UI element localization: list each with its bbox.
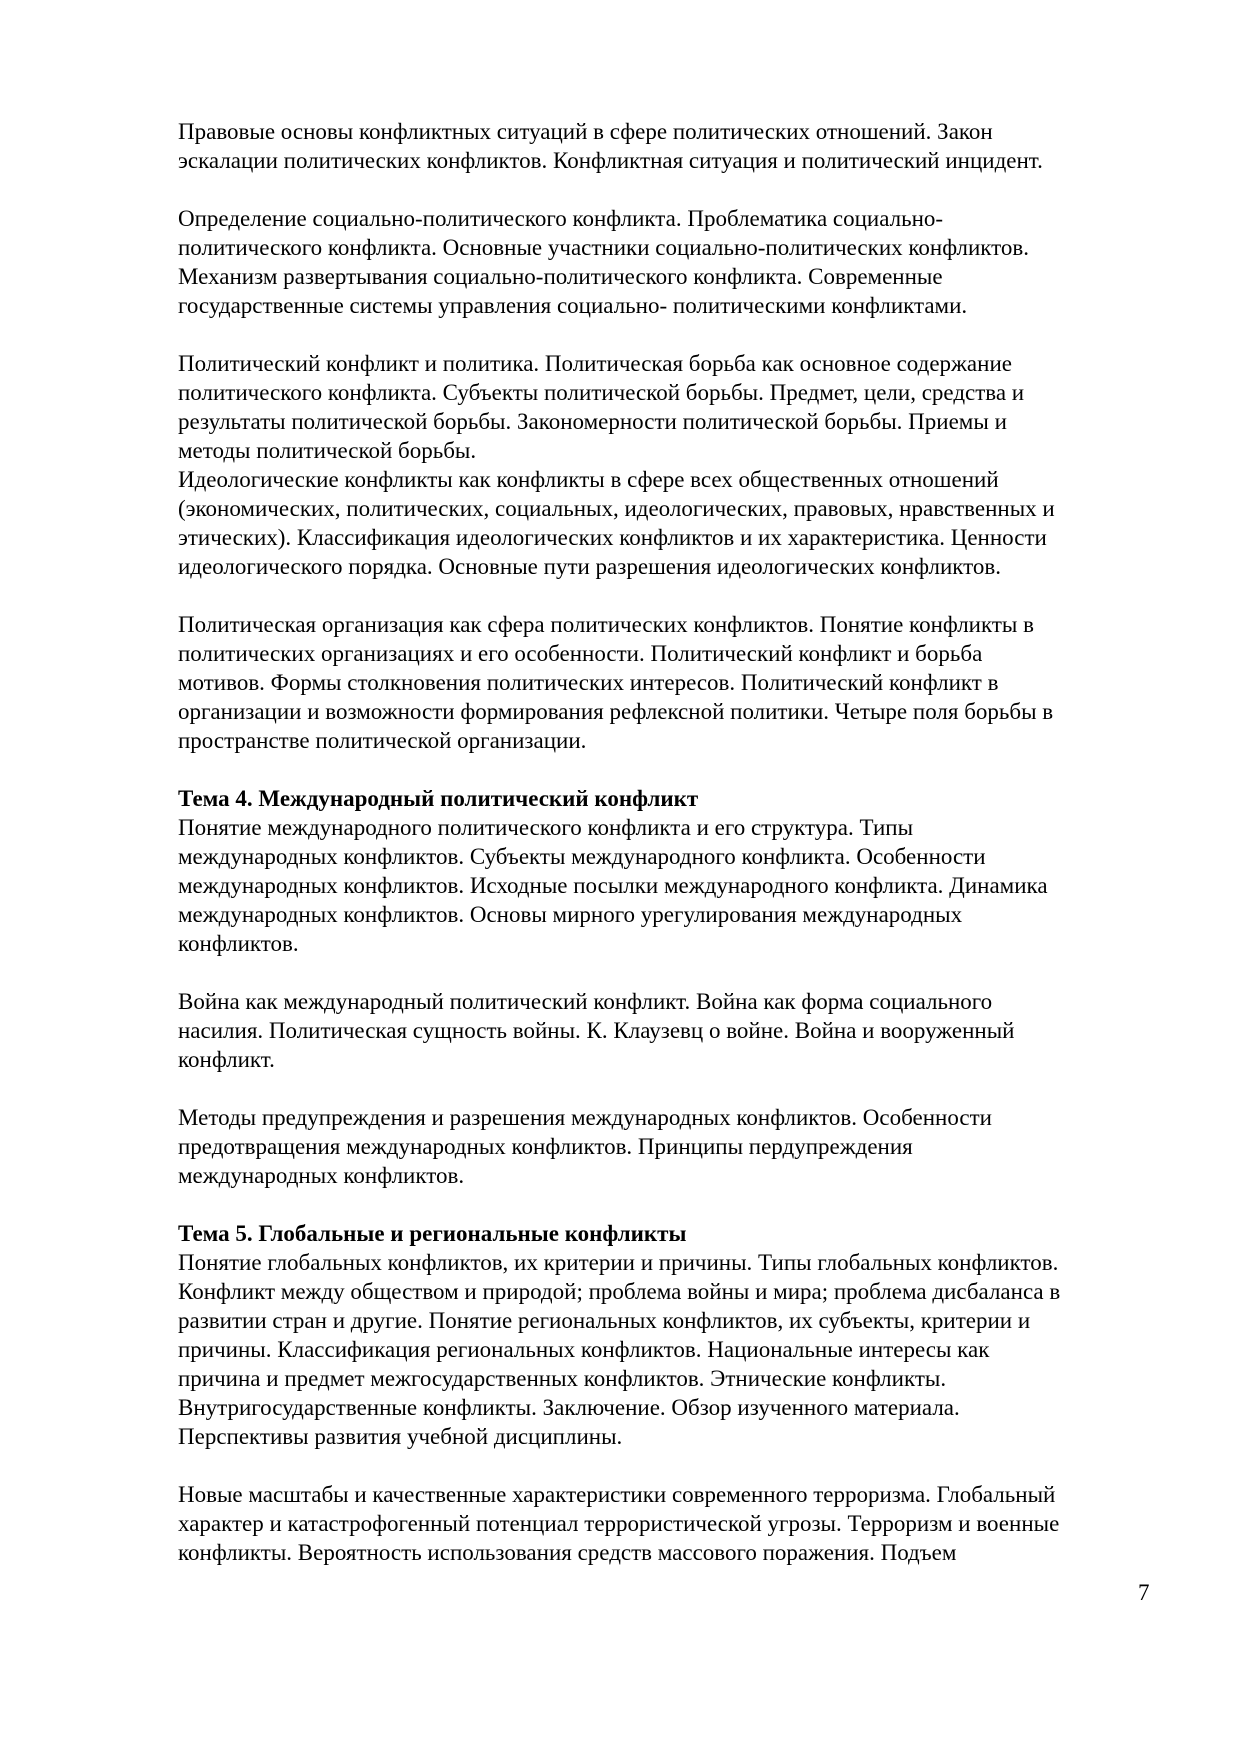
text-line: конфликтов. (178, 931, 299, 956)
page-number: 7 (1138, 1580, 1150, 1605)
text-line: политического конфликта. Субъекты политической борьбы. Предмет, цели, средства и (178, 380, 1025, 405)
text-line: государственные системы управления социально- политическими конфликтами. (178, 293, 968, 318)
text-line: характер и катастрофогенный потенциал террористической угрозы. Терроризм и военные (178, 1511, 1060, 1536)
text-line: Понятие международного политического конфликта и его структура. Типы (178, 815, 914, 840)
paragraph (178, 987, 1158, 1074)
text-line: причины. Классификация региональных конфликтов. Национальные интересы как (178, 1337, 990, 1362)
text-line: эскалации политических конфликтов. Конфликтная ситуация и политический инцидент. (178, 148, 1043, 173)
text-line: причина и предмет межгосударственных конфликтов. Этнические конфликты. (178, 1366, 947, 1391)
text-line: международных конфликтов. Субъекты международного конфликта. Особенности (178, 844, 986, 869)
paragraph (178, 1103, 1158, 1190)
text-line: политического конфликта. Основные участники социально-политических конфликтов. (178, 235, 1030, 260)
section-heading (178, 1219, 1158, 1248)
text-line: предотвращения международных конфликтов. Принципы пердупреждения (178, 1134, 913, 1159)
document-body (178, 117, 1158, 1567)
text-line: Внутригосударственные конфликты. Заключение. Обзор изученного материала. (178, 1395, 960, 1420)
text-line: результаты политической борьбы. Закономерности политической борьбы. Приемы и (178, 409, 1007, 434)
text-line: организации и возможности формирования рефлексной политики. Четыре поля борьбы в (178, 699, 1054, 724)
text-line: методы политической борьбы. (178, 438, 477, 463)
paragraph (178, 1248, 1158, 1451)
paragraph (178, 610, 1158, 755)
text-line: международных конфликтов. Исходные посылки международного конфликта. Динамика (178, 873, 1048, 898)
text-line: Понятие глобальных конфликтов, их критерии и причины. Типы глобальных конфликтов. (178, 1250, 1059, 1275)
paragraph (178, 349, 1158, 465)
text-line: Политическая организация как сфера политических конфликтов. Понятие конфликты в (178, 612, 1034, 637)
text-line: Механизм развертывания социально-политического конфликта. Современные (178, 264, 943, 289)
text-line: международных конфликтов. (178, 1163, 465, 1188)
text-line: Новые масштабы и качественные характеристики современного терроризма. Глобальный (178, 1482, 1056, 1507)
text-line: Перспективы развития учебной дисциплины. (178, 1424, 623, 1449)
text-line: Определение социально-политического конфликта. Проблематика социально- (178, 206, 944, 231)
text-line: Конфликт между обществом и природой; проблема войны и мира; проблема дисбаланса в (178, 1279, 1061, 1304)
heading-text: Тема 5. Глобальные и региональные конфликты (178, 1221, 687, 1246)
text-line: международных конфликтов. Основы мирного урегулирования международных (178, 902, 963, 927)
text-line: этических). Классификация идеологических конфликтов и их характеристика. Ценности (178, 525, 1047, 550)
paragraph (178, 813, 1158, 958)
text-line: (экономических, политических, социальных, идеологических, правовых, нравственных и (178, 496, 1055, 521)
text-line: Война как международный политический конфликт. Война как форма социального (178, 989, 993, 1014)
heading-text: Тема 4. Международный политический конфликт (178, 786, 699, 811)
paragraph (178, 465, 1158, 581)
paragraph (178, 204, 1158, 320)
text-line: политических организациях и его особенности. Политический конфликт и борьба (178, 641, 983, 666)
text-line: пространстве политической организации. (178, 728, 587, 753)
text-line: идеологического порядка. Основные пути разрешения идеологических конфликтов. (178, 554, 1002, 579)
text-line: мотивов. Формы столкновения политических интересов. Политический конфликт в (178, 670, 999, 695)
text-line: Политический конфликт и политика. Политическая борьба как основное содержание (178, 351, 1012, 376)
text-line: Методы предупреждения и разрешения международных конфликтов. Особенности (178, 1105, 992, 1130)
text-line: конфликты. Вероятность использования средств массового поражения. Подъем (178, 1540, 957, 1565)
text-line: насилия. Политическая сущность войны. К. Клаузевц о войне. Война и вооруженный (178, 1018, 1015, 1043)
text-line: развитии стран и другие. Понятие региональных конфликтов, их субъекты, критерии и (178, 1308, 1031, 1333)
text-line: конфликт. (178, 1047, 275, 1072)
paragraph (178, 1480, 1158, 1567)
paragraph (178, 117, 1158, 175)
text-line: Правовые основы конфликтных ситуаций в сфере политических отношений. Закон (178, 119, 993, 144)
section-heading (178, 784, 1158, 813)
text-line: Идеологические конфликты как конфликты в сфере всех общественных отношений (178, 467, 999, 492)
